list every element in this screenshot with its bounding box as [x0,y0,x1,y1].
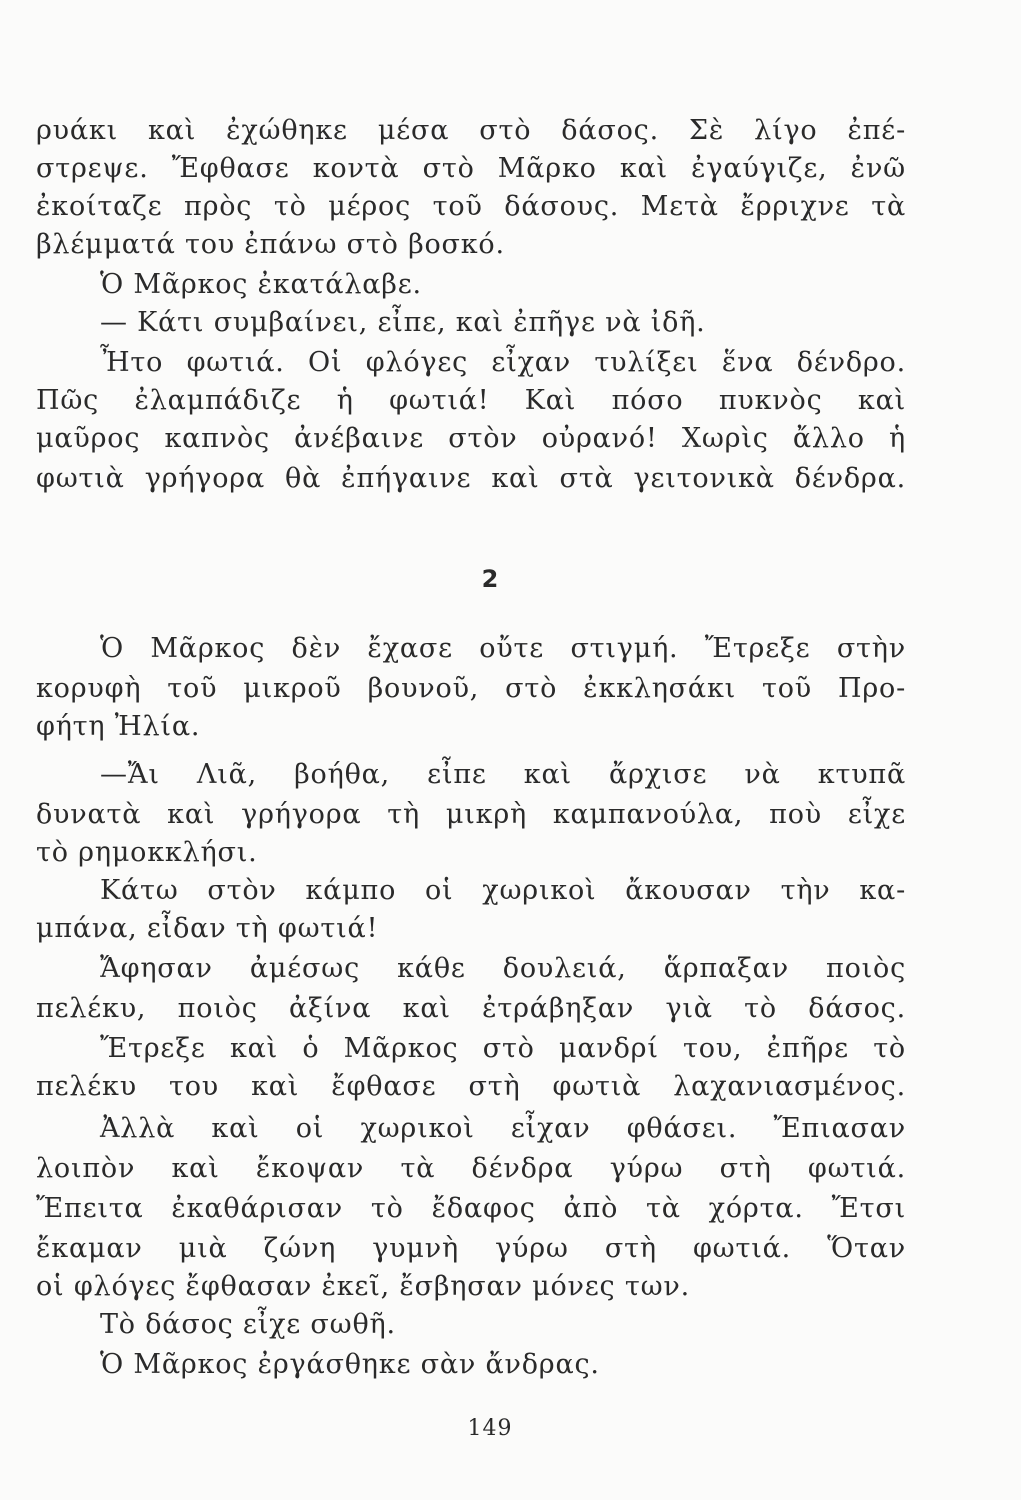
text-line: λοιπὸν καὶ ἔκοψαν τὰ δένδρα γύρω στὴ φωτιά. [36,1153,906,1184]
text-line: ἐκοίταζε πρὸς τὸ μέρος τοῦ δάσους. Μετὰ ἔρριχνε τὰ [36,191,906,222]
text-line: βλέμματά του ἐπάνω στὸ βοσκό. [36,229,505,260]
text-line: Ἔπειτα ἐκαθάρισαν τὸ ἔδαφος ἀπὸ τὰ χόρτα. Ἔτσι [36,1193,906,1224]
text-line: στρεψε. Ἔφθασε κοντὰ στὸ Μᾶρκο καὶ ἐγαύγιζε, ἐνῶ [36,153,906,184]
text-line: Ἦτο φωτιά. Οἱ φλόγες εἶχαν τυλίξει ἕνα δένδρο. [100,347,906,378]
text-line: Τὸ δάσος εἶχε σωθῆ. [100,1309,396,1340]
text-line: Ἄφησαν ἀμέσως κάθε δουλειά, ἅρπαξαν ποιὸς [100,953,906,984]
text-line: δυνατὰ καὶ γρήγορα τὴ μικρὴ καμπανούλα, ποὺ εἶχε [36,799,906,830]
text-line: μπάνα, εἶδαν τὴ φωτιά! [36,913,379,944]
text-line: μαῦρος καπνὸς ἀνέβαινε στὸν οὐρανό! Χωρὶς ἄλλο ἡ [36,423,906,454]
text-line: Ὁ Μᾶρκος ἐργάσθηκε σὰν ἄνδρας. [100,1349,600,1380]
text-line: Ἀλλὰ καὶ οἱ χωρικοὶ εἶχαν φθάσει. Ἔπιασαν [100,1113,906,1144]
text-line: Ὁ Μᾶρκος δὲν ἔχασε οὔτε στιγμή. Ἔτρεξε στὴν [100,633,906,664]
text-line: πελέκυ του καὶ ἔφθασε στὴ φωτιὰ λαχανιασμένος. [36,1071,906,1102]
text-line: πελέκυ, ποιὸς ἀξίνα καὶ ἐτράβηξαν γιὰ τὸ δάσος. [36,993,906,1024]
section-number: 2 [481,565,499,593]
text-line: —Ἄι Λιᾶ, βοήθα, εἶπε καὶ ἄρχισε νὰ κτυπᾶ [100,759,906,790]
text-line: ρυάκι καὶ ἐχώθηκε μέσα στὸ δάσος. Σὲ λίγο ἐπέ- [36,115,906,146]
text-line: φήτη Ἠλία. [36,711,201,742]
text-line: — Κάτι συμβαίνει, εἶπε, καὶ ἐπῆγε νὰ ἰδῆ. [100,307,706,338]
page-number: 149 [467,1416,513,1441]
text-line: Ὁ Μᾶρκος ἐκατάλαβε. [100,269,422,300]
text-line: Ἔτρεξε καὶ ὁ Μᾶρκος στὸ μανδρί του, ἐπῆρε τὸ [100,1033,906,1064]
text-line: ἔκαμαν μιὰ ζώνη γυμνὴ γύρω στὴ φωτιά. Ὅταν [36,1233,906,1264]
text-line: κορυφὴ τοῦ μικροῦ βουνοῦ, στὸ ἐκκλησάκι τοῦ Προ- [36,673,906,704]
text-line: φωτιὰ γρήγορα θὰ ἐπήγαινε καὶ στὰ γειτονικὰ δένδρα. [36,463,906,494]
text-line: οἱ φλόγες ἔφθασαν ἐκεῖ, ἔσβησαν μόνες των. [36,1271,690,1302]
text-line: Πῶς ἐλαμπάδιζε ἡ φωτιά! Καὶ πόσο πυκνὸς καὶ [36,385,906,416]
text-line: τὸ ρημοκκλήσι. [36,837,258,868]
text-line: Κάτω στὸν κάμπο οἱ χωρικοὶ ἄκουσαν τὴν κα- [100,875,906,906]
